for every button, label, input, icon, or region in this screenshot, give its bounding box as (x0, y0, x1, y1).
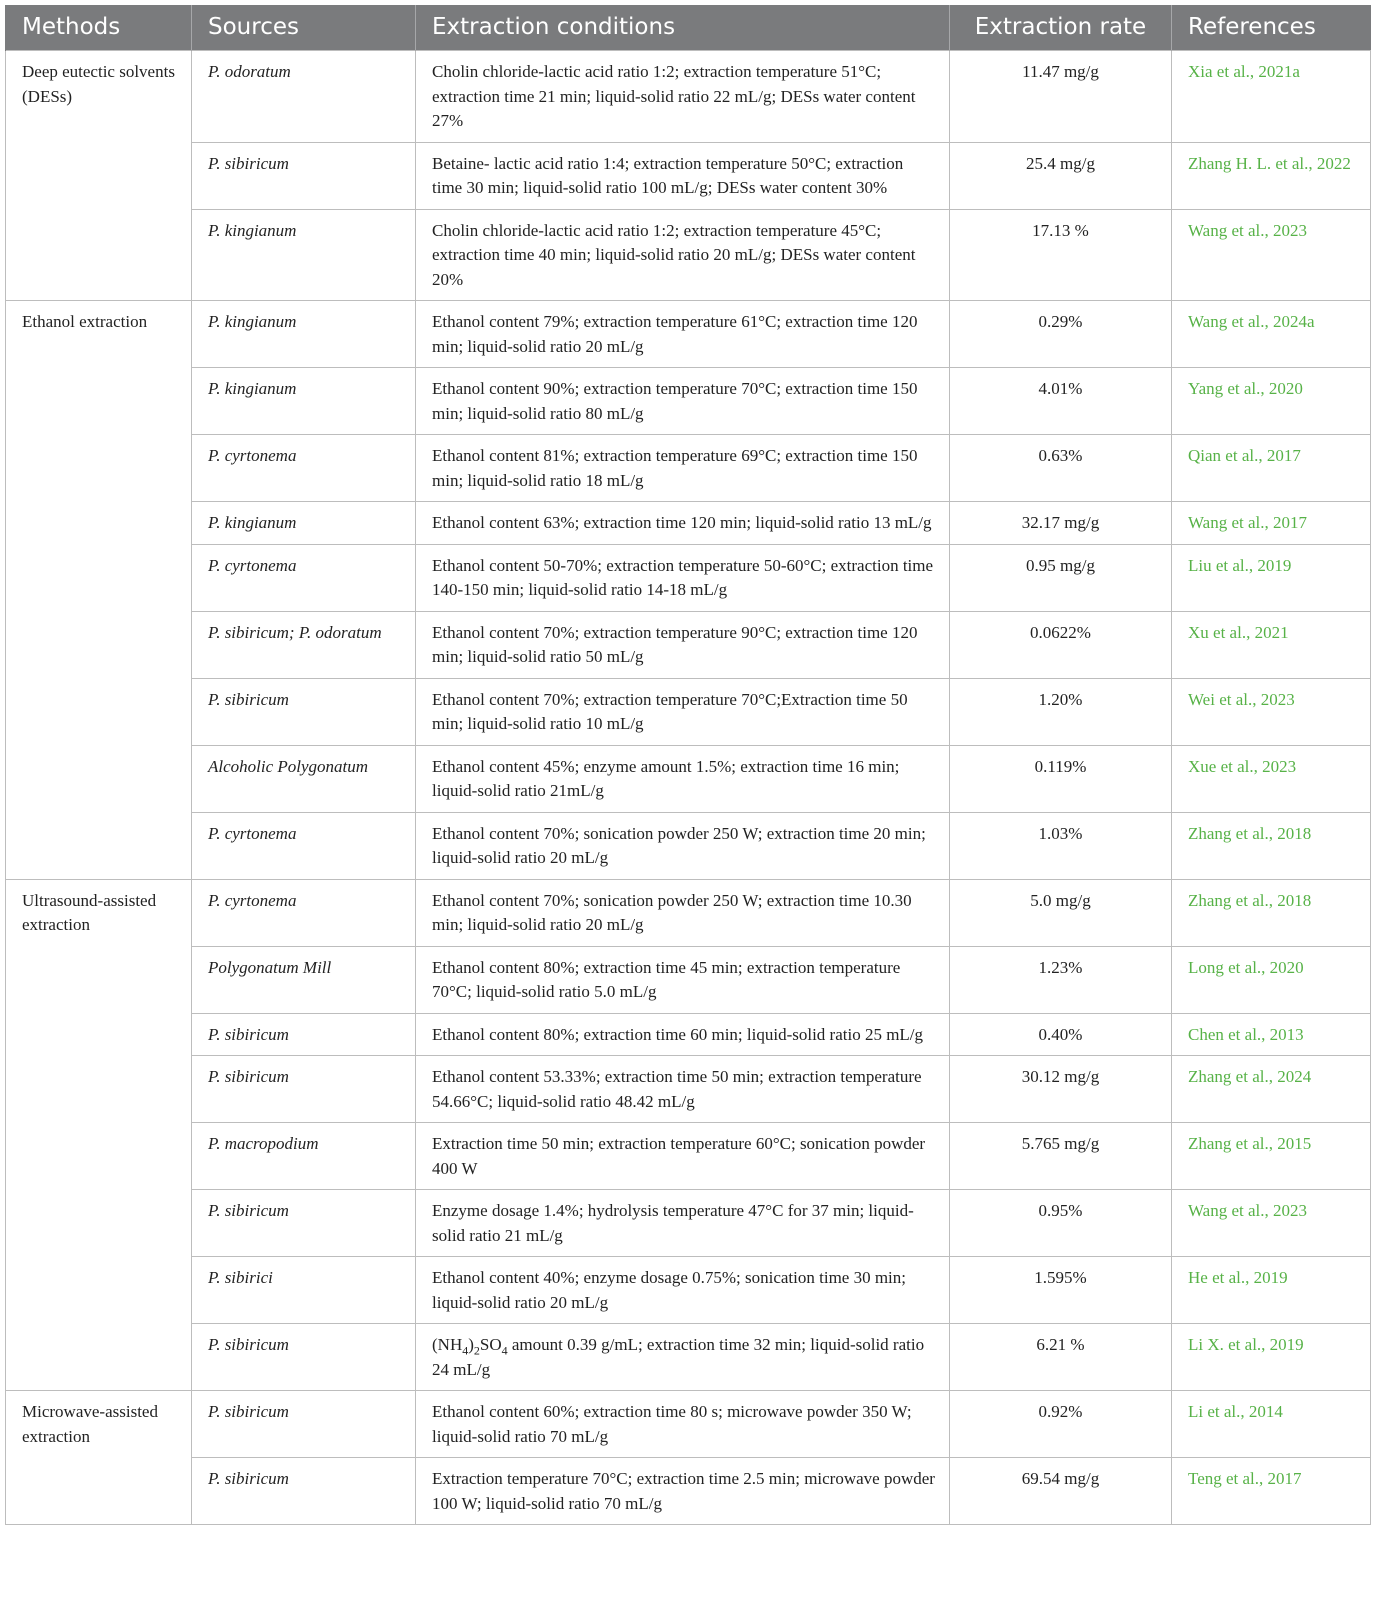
source-cell: P. cyrtonema (192, 544, 416, 611)
table-row (6, 209, 1371, 301)
reference-link[interactable]: Zhang et al., 2018 (1172, 812, 1371, 879)
source-cell: P. odoratum (192, 51, 416, 143)
table-row (6, 1257, 1371, 1324)
table-row (6, 1056, 1371, 1123)
rate-cell: 0.95% (950, 1190, 1172, 1257)
conditions-cell: Ethanol content 60%; extraction time 80 s; microwave powder 350 W; liquid-solid ratio 70 mL/g (416, 1391, 950, 1458)
source-cell: P. sibiricum (192, 1391, 416, 1458)
conditions-cell: Ethanol content 81%; extraction temperature 69°C; extraction time 150 min; liquid-solid ratio 18 mL/g (416, 435, 950, 502)
conditions-cell: Ethanol content 70%; sonication powder 250 W; extraction time 20 min; liquid-solid ratio 20 mL/g (416, 812, 950, 879)
source-cell: Polygonatum Mill (192, 946, 416, 1013)
conditions-cell: Ethanol content 79%; extraction temperature 61°C; extraction time 120 min; liquid-solid ratio 20 mL/g (416, 301, 950, 368)
rate-cell: 5.765 mg/g (950, 1123, 1172, 1190)
reference-link[interactable]: He et al., 2019 (1172, 1257, 1371, 1324)
conditions-cell: Extraction temperature 70°C; extraction time 2.5 min; microwave powder 100 W; liquid-solid ratio 70 mL/g (416, 1458, 950, 1525)
rate-cell: 0.40% (950, 1013, 1172, 1056)
table-row (6, 879, 1371, 946)
source-cell: P. sibiricum (192, 1190, 416, 1257)
source-cell: P. sibiricum (192, 1324, 416, 1391)
reference-link[interactable]: Zhang H. L. et al., 2022 (1172, 142, 1371, 209)
source-cell: P. sibiricum (192, 1013, 416, 1056)
source-cell: P. kingianum (192, 502, 416, 545)
reference-link[interactable]: Liu et al., 2019 (1172, 544, 1371, 611)
reference-link[interactable]: Yang et al., 2020 (1172, 368, 1371, 435)
reference-link[interactable]: Li et al., 2014 (1172, 1391, 1371, 1458)
header-rate: Extraction rate (950, 5, 1172, 51)
table-row (6, 1391, 1371, 1458)
table-row (6, 502, 1371, 545)
source-cell: P. sibiricum; P. odoratum (192, 611, 416, 678)
method-cell: Ultrasound-assisted extraction (6, 879, 192, 1391)
reference-link[interactable]: Chen et al., 2013 (1172, 1013, 1371, 1056)
reference-link[interactable]: Zhang et al., 2018 (1172, 879, 1371, 946)
table-row (6, 435, 1371, 502)
rate-cell: 6.21 % (950, 1324, 1172, 1391)
rate-cell: 69.54 mg/g (950, 1458, 1172, 1525)
table-row (6, 812, 1371, 879)
conditions-cell: Ethanol content 53.33%; extraction time 50 min; extraction temperature 54.66°C; liquid-solid ratio 48.42 mL/g (416, 1056, 950, 1123)
table-row (6, 1123, 1371, 1190)
conditions-cell: Ethanol content 70%; extraction temperature 90°C; extraction time 120 min; liquid-solid ratio 50 mL/g (416, 611, 950, 678)
rate-cell: 25.4 mg/g (950, 142, 1172, 209)
reference-link[interactable]: Long et al., 2020 (1172, 946, 1371, 1013)
rate-cell: 0.0622% (950, 611, 1172, 678)
method-cell: Ethanol extraction (6, 301, 192, 880)
rate-cell: 0.95 mg/g (950, 544, 1172, 611)
rate-cell: 11.47 mg/g (950, 51, 1172, 143)
header-methods: Methods (6, 5, 192, 51)
source-cell: P. macropodium (192, 1123, 416, 1190)
table-row (6, 745, 1371, 812)
rate-cell: 1.20% (950, 678, 1172, 745)
conditions-cell: Cholin chloride-lactic acid ratio 1:2; extraction temperature 45°C; extraction time 40 min; liquid-solid ratio 20 mL/g; DESs water content 20% (416, 209, 950, 301)
conditions-cell: Ethanol content 80%; extraction time 60 min; liquid-solid ratio 25 mL/g (416, 1013, 950, 1056)
rate-cell: 1.23% (950, 946, 1172, 1013)
table-row (6, 678, 1371, 745)
table-row (6, 611, 1371, 678)
rate-cell: 1.03% (950, 812, 1172, 879)
source-cell: P. sibiricum (192, 678, 416, 745)
source-cell: P. sibiricum (192, 1458, 416, 1525)
reference-link[interactable]: Xue et al., 2023 (1172, 745, 1371, 812)
reference-link[interactable]: Qian et al., 2017 (1172, 435, 1371, 502)
conditions-cell: $(NH_4)_2SO_4$ amount 0.39 g/mL; extraction time 32 min; liquid-solid ratio 24 mL/g (416, 1324, 950, 1391)
conditions-cell: Cholin chloride-lactic acid ratio 1:2; extraction temperature 51°C; extraction time 21 min; liquid-solid ratio 22 mL/g; DESs water content 27% (416, 51, 950, 143)
source-cell: P. cyrtonema (192, 812, 416, 879)
source-cell: P. sibiricum (192, 1056, 416, 1123)
method-cell: Deep eutectic solvents (DESs) (6, 51, 192, 301)
extraction-methods-table (5, 5, 1371, 1525)
table-row (6, 946, 1371, 1013)
rate-cell: 1.595% (950, 1257, 1172, 1324)
conditions-cell: Ethanol content 40%; enzyme dosage 0.75%; sonication time 30 min; liquid-solid ratio 20 mL/g (416, 1257, 950, 1324)
source-cell: P. kingianum (192, 368, 416, 435)
conditions-cell: Ethanol content 63%; extraction time 120 min; liquid-solid ratio 13 mL/g (416, 502, 950, 545)
conditions-cell: Ethanol content 90%; extraction temperature 70°C; extraction time 150 min; liquid-solid ratio 80 mL/g (416, 368, 950, 435)
rate-cell: 0.29% (950, 301, 1172, 368)
header-sources: Sources (192, 5, 416, 51)
reference-link[interactable]: Xia et al., 2021a (1172, 51, 1371, 143)
reference-link[interactable]: Xu et al., 2021 (1172, 611, 1371, 678)
table-row (6, 51, 1371, 143)
reference-link[interactable]: Zhang et al., 2015 (1172, 1123, 1371, 1190)
conditions-cell: Ethanol content 50-70%; extraction temperature 50-60°C; extraction time 140-150 min; liquid-solid ratio 14-18 mL/g (416, 544, 950, 611)
rate-cell: 0.92% (950, 1391, 1172, 1458)
reference-link[interactable]: Wang et al., 2023 (1172, 1190, 1371, 1257)
table-row (6, 1190, 1371, 1257)
rate-cell: 0.119% (950, 745, 1172, 812)
source-cell: P. cyrtonema (192, 879, 416, 946)
conditions-cell: Betaine- lactic acid ratio 1:4; extraction temperature 50°C; extraction time 30 min; liquid-solid ratio 100 mL/g; DESs water content 30% (416, 142, 950, 209)
table-row (6, 1458, 1371, 1525)
conditions-cell: Ethanol content 80%; extraction time 45 min; extraction temperature 70°C; liquid-solid ratio 5.0 mL/g (416, 946, 950, 1013)
conditions-cell: Enzyme dosage 1.4%; hydrolysis temperature 47°C for 37 min; liquid-solid ratio 21 mL/g (416, 1190, 950, 1257)
source-cell: P. sibirici (192, 1257, 416, 1324)
source-cell: P. sibiricum (192, 142, 416, 209)
reference-link[interactable]: Zhang et al., 2024 (1172, 1056, 1371, 1123)
table-row (6, 1324, 1371, 1391)
source-cell: P. kingianum (192, 209, 416, 301)
reference-link[interactable]: Wei et al., 2023 (1172, 678, 1371, 745)
rate-cell: 0.63% (950, 435, 1172, 502)
reference-link[interactable]: Wang et al., 2024a (1172, 301, 1371, 368)
table-row (6, 368, 1371, 435)
reference-link[interactable]: Wang et al., 2023 (1172, 209, 1371, 301)
reference-link[interactable]: Wang et al., 2017 (1172, 502, 1371, 545)
table-row (6, 301, 1371, 368)
table-body (6, 51, 1371, 1525)
source-cell: P. kingianum (192, 301, 416, 368)
conditions-cell: Ethanol content 70%; sonication powder 250 W; extraction time 10.30 min; liquid-solid ratio 20 mL/g (416, 879, 950, 946)
header-references: References (1172, 5, 1371, 51)
header-conditions: Extraction conditions (416, 5, 950, 51)
reference-link[interactable]: Li X. et al., 2019 (1172, 1324, 1371, 1391)
rate-cell: 17.13 % (950, 209, 1172, 301)
reference-link[interactable]: Teng et al., 2017 (1172, 1458, 1371, 1525)
table-row (6, 142, 1371, 209)
conditions-cell: Ethanol content 70%; extraction temperature 70°C;Extraction time 50 min; liquid-solid ratio 10 mL/g (416, 678, 950, 745)
table-row (6, 1013, 1371, 1056)
method-cell: Microwave-assisted extraction (6, 1391, 192, 1525)
rate-cell: 4.01% (950, 368, 1172, 435)
conditions-cell: Extraction time 50 min; extraction temperature 60°C; sonication powder 400 W (416, 1123, 950, 1190)
table-row (6, 544, 1371, 611)
source-cell: P. cyrtonema (192, 435, 416, 502)
rate-cell: 32.17 mg/g (950, 502, 1172, 545)
rate-cell: 30.12 mg/g (950, 1056, 1172, 1123)
rate-cell: 5.0 mg/g (950, 879, 1172, 946)
header-row (6, 5, 1371, 51)
source-cell: Alcoholic Polygonatum (192, 745, 416, 812)
conditions-cell: Ethanol content 45%; enzyme amount 1.5%; extraction time 16 min; liquid-solid ratio 21mL/g (416, 745, 950, 812)
